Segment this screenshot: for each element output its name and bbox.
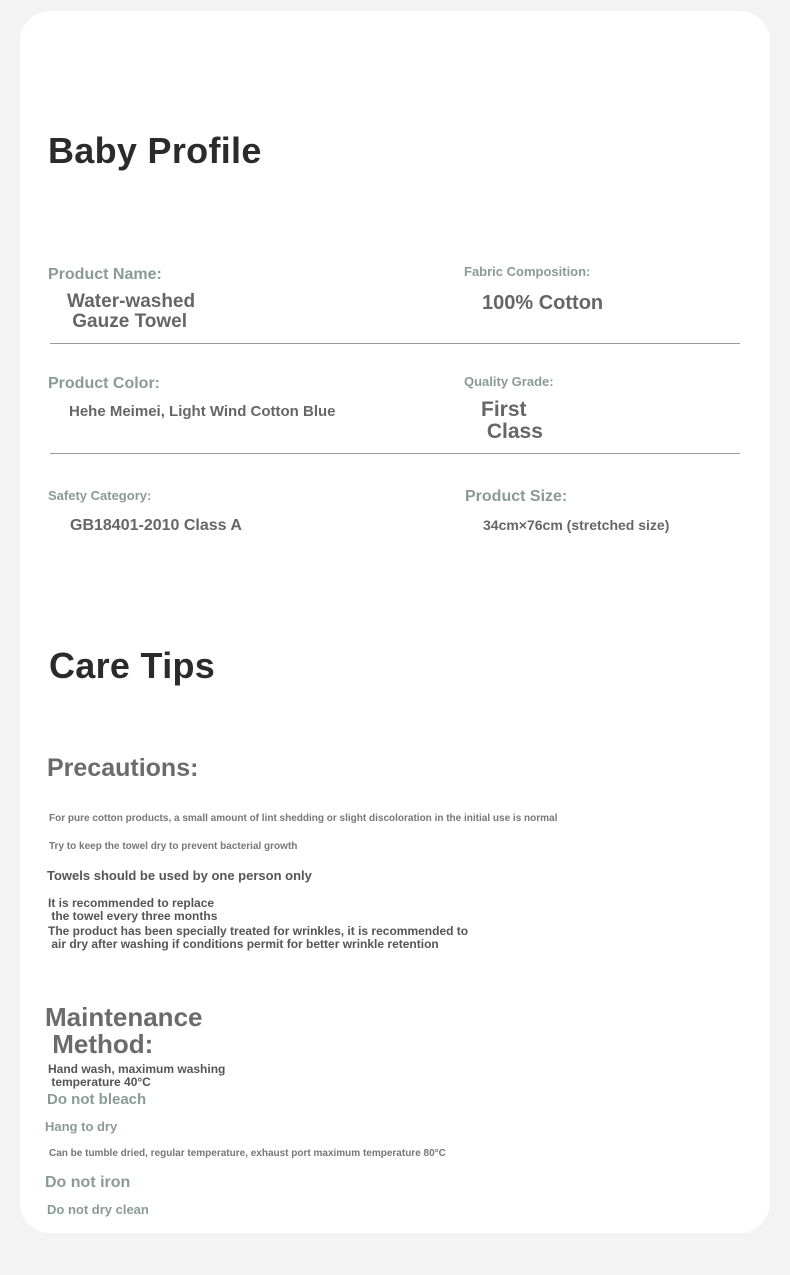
maintenance-item: Hang to dry	[45, 1119, 118, 1134]
safety-category-label: Safety Category:	[48, 488, 152, 503]
maintenance-heading: Maintenance Method:	[45, 1002, 203, 1060]
baby-profile-title: Baby Profile	[48, 130, 262, 171]
precaution-item: For pure cotton products, a small amount of lint shedding or slight discoloration in the initial use is normal	[49, 813, 558, 824]
fabric-composition-value: 100% Cotton	[482, 292, 604, 314]
precaution-item: Towels should be used by one person only	[47, 868, 312, 883]
divider	[50, 343, 740, 344]
product-name-value: Water-washed Gauze Towel	[67, 291, 196, 332]
divider	[50, 453, 740, 454]
precaution-item: Try to keep the towel dry to prevent bacterial growth	[49, 841, 298, 852]
care-tips-title: Care Tips	[49, 645, 216, 686]
precaution-item: The product has been specially treated for wrinkles, it is recommended to air dry after washing if conditions permit for better wrinkle retention	[48, 924, 469, 951]
maintenance-item: Do not bleach	[47, 1091, 147, 1108]
fabric-composition-label: Fabric Composition:	[464, 264, 591, 279]
quality-grade-value: First Class	[481, 398, 543, 444]
maintenance-item: Do not dry clean	[47, 1202, 149, 1217]
product-size-value: 34cm×76cm (stretched size)	[483, 517, 670, 533]
quality-grade-label: Quality Grade:	[464, 374, 554, 389]
product-name-label: Product Name:	[48, 266, 162, 283]
safety-category-value: GB18401-2010 Class A	[70, 517, 242, 534]
product-size-label: Product Size:	[465, 488, 568, 505]
product-color-value: Hehe Meimei, Light Wind Cotton Blue	[69, 403, 336, 420]
maintenance-item: Do not iron	[45, 1174, 131, 1191]
precaution-item: It is recommended to replace the towel every three months	[48, 896, 218, 923]
product-color-label: Product Color:	[48, 375, 160, 392]
maintenance-item: Hand wash, maximum washing temperature 40°C	[48, 1062, 226, 1089]
maintenance-item: Can be tumble dried, regular temperature, exhaust port maximum temperature 80°C	[49, 1148, 446, 1159]
precautions-heading: Precautions:	[47, 754, 199, 782]
